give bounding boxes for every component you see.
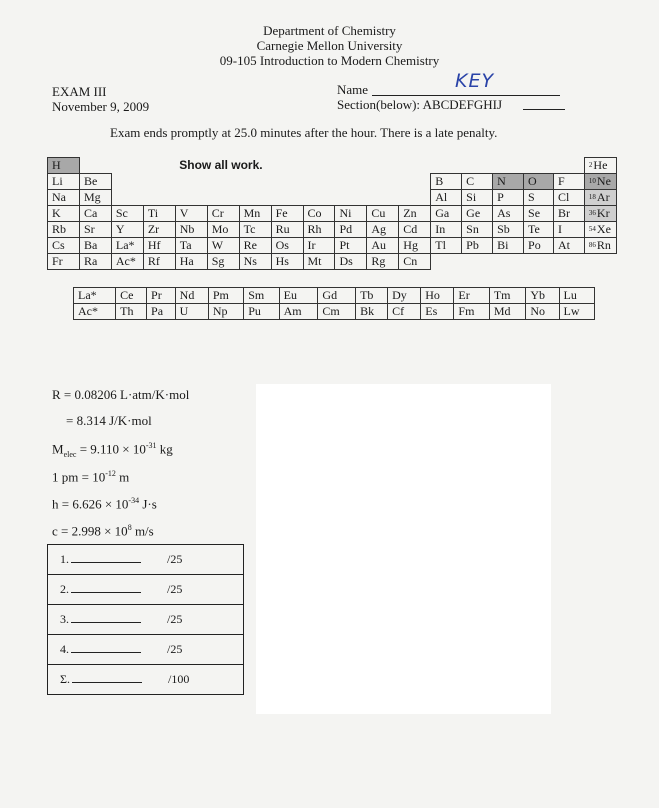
department-heading: Department of Chemistry: [263, 23, 396, 38]
element-Si: Si: [462, 190, 493, 206]
electron-mass: $M_{elec} = 9.110 \times 10^{-31}$ kg: [52, 441, 173, 459]
element-S: S: [524, 190, 554, 206]
element-Nb: Nb: [175, 222, 207, 238]
element-Md: Md: [489, 304, 526, 320]
element-C: C: [462, 174, 493, 190]
element-Eu: Eu: [279, 288, 318, 304]
element-Ge: Ge: [462, 206, 493, 222]
element-Cu: Cu: [367, 206, 399, 222]
element-Zn: Zn: [399, 206, 431, 222]
element-Rh: Rh: [303, 222, 335, 238]
element-At: At: [553, 238, 584, 254]
element-Er: Er: [454, 288, 489, 304]
element-Mg: Mg: [79, 190, 111, 206]
element-Ra: Ra: [79, 254, 111, 270]
points-possible: /25: [167, 552, 183, 566]
element-Pb: Pb: [462, 238, 493, 254]
element-Cf: Cf: [388, 304, 421, 320]
name-line: [372, 95, 560, 96]
university-heading: Carnegie Mellon University: [256, 38, 403, 53]
planck-constant: $h = 6.626 \times 10^{-34}$ J·s: [52, 496, 157, 512]
element-Ta: Ta: [175, 238, 207, 254]
element-Gd: Gd: [318, 288, 356, 304]
question-number: 1.: [60, 552, 69, 566]
element-As: As: [493, 206, 524, 222]
element-Fr: Fr: [48, 254, 80, 270]
score-row: [48, 575, 244, 605]
element-Ca: Ca: [79, 206, 111, 222]
element-Kr: 36Kr: [584, 206, 616, 222]
score-cell: [48, 545, 244, 575]
score-row: [48, 635, 244, 665]
points-possible: /25: [167, 612, 183, 626]
element-Te: Te: [524, 222, 554, 238]
element-Ns: Ns: [239, 254, 271, 270]
element-Li: Li: [48, 174, 80, 190]
element-Pr: Pr: [147, 288, 176, 304]
element-Sm: Sm: [244, 288, 279, 304]
element-Es: Es: [421, 304, 454, 320]
element-H: H: [48, 158, 80, 174]
element-Th: Th: [116, 304, 147, 320]
element-Dy: Dy: [388, 288, 421, 304]
element-Co: Co: [303, 206, 335, 222]
element-Rg: Rg: [367, 254, 399, 270]
score-row: [48, 605, 244, 635]
score-blank[interactable]: [72, 672, 142, 683]
question-number: Σ.: [60, 672, 70, 686]
element-Mn: Mn: [239, 206, 271, 222]
element-La-star: La*: [74, 288, 116, 304]
element-F: F: [553, 174, 584, 190]
score-cell: [48, 605, 244, 635]
score-blank[interactable]: [71, 552, 141, 563]
element-Ar: 18Ar: [584, 190, 616, 206]
element-Am: Am: [279, 304, 318, 320]
element-P: P: [493, 190, 524, 206]
element-Tl: Tl: [431, 238, 462, 254]
element-Ru: Ru: [271, 222, 303, 238]
element-No: No: [526, 304, 559, 320]
exam-title: EXAM III: [52, 84, 107, 99]
score-blank[interactable]: [71, 642, 141, 653]
element-Tb: Tb: [356, 288, 388, 304]
element-Ag: Ag: [367, 222, 399, 238]
element-Xe: 54Xe: [584, 222, 616, 238]
element-Cd: Cd: [399, 222, 431, 238]
element-Ni: Ni: [335, 206, 367, 222]
section-line: [523, 109, 565, 110]
course-heading: 09-105 Introduction to Modern Chemistry: [219, 53, 440, 68]
element-Sg: Sg: [207, 254, 239, 270]
element-Na: Na: [48, 190, 80, 206]
element-I: I: [553, 222, 584, 238]
element-Be: Be: [79, 174, 111, 190]
element-Lu: Lu: [559, 288, 595, 304]
element-Ho: Ho: [421, 288, 454, 304]
element-N: N: [493, 174, 524, 190]
element-Cs: Cs: [48, 238, 80, 254]
element-Br: Br: [553, 206, 584, 222]
element-Ha: Ha: [175, 254, 207, 270]
element-Pd: Pd: [335, 222, 367, 238]
exam-notice: Exam ends promptly at 25.0 minutes after the hour. There is a late penalty.: [110, 125, 498, 140]
element-Hs: Hs: [271, 254, 303, 270]
element-Ti: Ti: [143, 206, 175, 222]
element-Rb: Rb: [48, 222, 80, 238]
score-row: [48, 665, 244, 695]
element-U: U: [175, 304, 208, 320]
element-Pm: Pm: [208, 288, 243, 304]
element-Mt: Mt: [303, 254, 335, 270]
element-Pu: Pu: [244, 304, 279, 320]
element-Pa: Pa: [147, 304, 176, 320]
element-Re: Re: [239, 238, 271, 254]
points-possible: /100: [167, 672, 190, 686]
gas-constant-R: R = 0.08206 L·atm/K·mol: [52, 387, 190, 402]
element-Y: Y: [111, 222, 143, 238]
element-La-star: La*: [111, 238, 143, 254]
element-Bi: Bi: [493, 238, 524, 254]
element-Hf: Hf: [143, 238, 175, 254]
element-Sc: Sc: [111, 206, 143, 222]
name-label: Name: [337, 82, 369, 97]
speed-of-light: $c = 2.998 \times 10^8$ m/s: [52, 523, 154, 539]
element-Au: Au: [367, 238, 399, 254]
element-Os: Os: [271, 238, 303, 254]
element-Al: Al: [431, 190, 462, 206]
element-Rf: Rf: [143, 254, 175, 270]
element-Pt: Pt: [335, 238, 367, 254]
element-Ds: Ds: [335, 254, 367, 270]
element-Nd: Nd: [175, 288, 208, 304]
section-label: Section(below): ABCDEFGHIJ: [337, 97, 503, 112]
question-number: 4.: [60, 642, 69, 656]
element-Tc: Tc: [239, 222, 271, 238]
element-Zr: Zr: [143, 222, 175, 238]
element-Se: Se: [524, 206, 554, 222]
element-Lw: Lw: [559, 304, 595, 320]
element-Yb: Yb: [526, 288, 559, 304]
element-Sn: Sn: [462, 222, 493, 238]
element-Fe: Fe: [271, 206, 303, 222]
score-table: [47, 544, 244, 695]
score-row: [48, 545, 244, 575]
element-O: O: [524, 174, 554, 190]
element-Ba: Ba: [79, 238, 111, 254]
exam-date: November 9, 2009: [52, 99, 150, 114]
element-In: In: [431, 222, 462, 238]
element-Cl: Cl: [553, 190, 584, 206]
element-V: V: [175, 206, 207, 222]
element-Ir: Ir: [303, 238, 335, 254]
element-W: W: [207, 238, 239, 254]
score-cell: [48, 665, 244, 695]
element-Ga: Ga: [431, 206, 462, 222]
element-Cm: Cm: [318, 304, 356, 320]
element-Ne: 10Ne: [584, 174, 616, 190]
element-He: 2He: [584, 158, 616, 174]
element-Np: Np: [208, 304, 243, 320]
element-Tm: Tm: [489, 288, 526, 304]
show-work-instruction: Show all work.: [179, 158, 263, 172]
element-Mo: Mo: [207, 222, 239, 238]
element-Po: Po: [524, 238, 554, 254]
picometer-conversion: 1 pm = $10^{-12}$ m: [52, 469, 130, 485]
element-Hg: Hg: [399, 238, 431, 254]
score-blank[interactable]: [71, 612, 141, 623]
score-cell: [48, 575, 244, 605]
element-Cr: Cr: [207, 206, 239, 222]
score-blank[interactable]: [71, 582, 141, 593]
element-Cn: Cn: [399, 254, 431, 270]
element-Ac-star: Ac*: [74, 304, 116, 320]
points-possible: /25: [167, 642, 183, 656]
element-Sr: Sr: [79, 222, 111, 238]
element-B: B: [431, 174, 462, 190]
score-cell: [48, 635, 244, 665]
gas-constant-R-alt: = 8.314 J/K·mol: [66, 413, 152, 428]
element-K: K: [48, 206, 80, 222]
points-possible: /25: [167, 582, 183, 596]
name-value-handwritten: KEY: [455, 70, 495, 92]
element-Sb: Sb: [493, 222, 524, 238]
element-Rn: 86Rn: [584, 238, 616, 254]
blank-area: [256, 384, 551, 714]
element-Ac-star: Ac*: [111, 254, 143, 270]
element-Ce: Ce: [116, 288, 147, 304]
question-number: 3.: [60, 612, 69, 626]
question-number: 2.: [60, 582, 69, 596]
element-Bk: Bk: [356, 304, 388, 320]
element-Fm: Fm: [454, 304, 489, 320]
